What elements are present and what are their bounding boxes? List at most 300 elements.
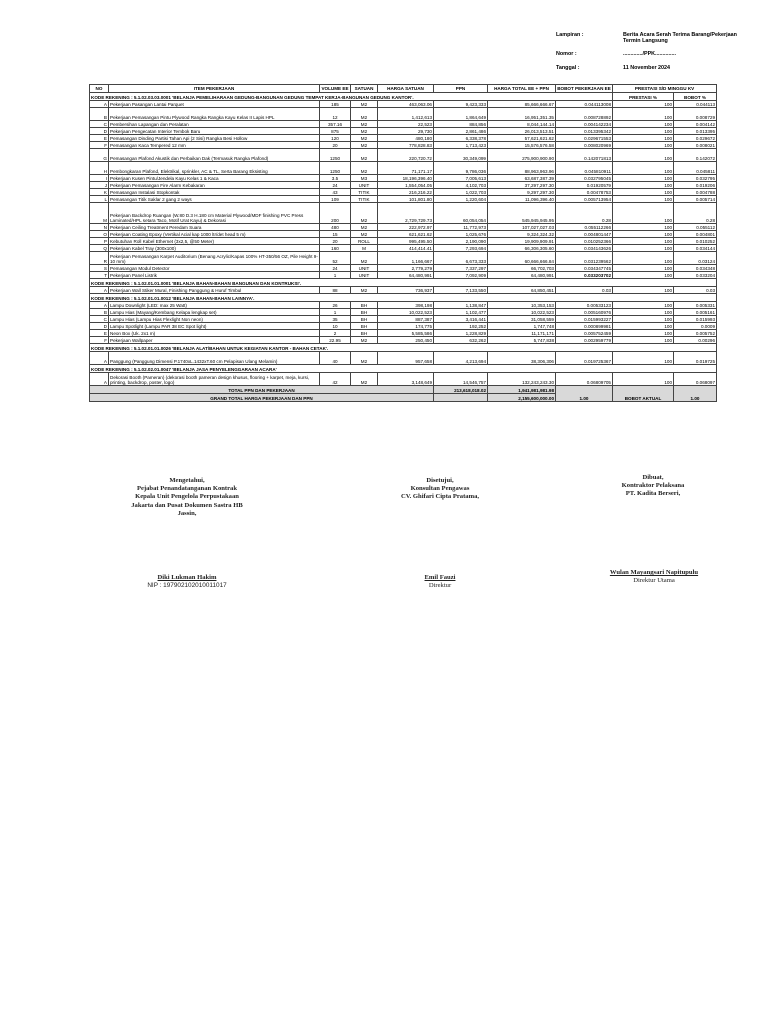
cell-ppn: 2,861,486 [434, 128, 488, 135]
cell-item: Pekerjaan Pengecatan Interior Tembok Baru [109, 128, 320, 135]
table-row [90, 373, 717, 386]
cell-satuan: M2 [351, 108, 378, 121]
cell-bobot-prestasi: 0.032795 [674, 175, 717, 182]
cell-harga-total: 66,306,305.60 [488, 245, 556, 252]
cell-harga-satuan: 621,621.62 [378, 231, 434, 238]
cell-harga-satuan: 736,937 [378, 287, 434, 294]
table-row [90, 203, 717, 224]
cell-volume: 480 [320, 224, 351, 231]
cell-no: C [90, 316, 109, 323]
total-sum: 1,941,981,981.98 [488, 386, 556, 394]
signature-right [578, 474, 728, 499]
total-ppn: 213,618,018.02 [434, 386, 488, 394]
cell-harga-total: 64,480,991 [488, 272, 556, 279]
cell-bobot-prestasi: 0.013395 [674, 128, 717, 135]
cell-harga-total: 57,621,621.62 [488, 135, 556, 142]
cell-bobot-prestasi: 0.015993 [674, 316, 717, 323]
sig-mid-position: Direktur [428, 582, 452, 590]
grand-total-empty [434, 394, 488, 402]
kode-rekening: KODE REKENING : 5.1.02.01.01.0026 'BELANJA ALAT/BAHAN UNTUK KEGIATAN KANTOR - BAHAN CETAK'. [90, 344, 717, 352]
cell-harga-total: 60,666,666.84 [488, 252, 556, 265]
cell-satuan: M3 [351, 175, 378, 182]
sig-left-line5: Jassin, [177, 509, 197, 517]
cell-harga-total: 1,747,748 [488, 323, 556, 330]
cell-bobot: 0.00533123 [556, 302, 613, 309]
cell-prestasi: 100 [613, 265, 674, 272]
cell-no: G [90, 149, 109, 162]
cell-harga-satuan: 2,729,729.73 [378, 203, 434, 224]
cell-prestasi: 100 [613, 245, 674, 252]
cell-bobot: 0.013395342 [556, 128, 613, 135]
cell-bobot-prestasi: 0.045811 [674, 162, 717, 175]
cell-item: Lampu Downlight (LED: max 25 Watt) [109, 302, 320, 309]
table-row [90, 323, 717, 330]
cell-no: T [90, 272, 109, 279]
cell-satuan: M2 [351, 162, 378, 175]
kode-row [90, 294, 717, 302]
table-header-row [90, 85, 717, 93]
table-row [90, 121, 717, 128]
sig-right-position: Direktur Utama [633, 577, 675, 585]
table-row [90, 337, 717, 344]
cell-item: Pekerjaan Pemasangan Pintu Plywood Rangka Rangka Kayu Kelas II Lapis HPL [109, 108, 320, 121]
total-bobot: 1.00 [556, 386, 613, 402]
cell-prestasi: 100 [613, 162, 674, 175]
cell-satuan: BH [351, 302, 378, 309]
cell-bobot-prestasi: 0.019206 [674, 182, 717, 189]
table-row [90, 302, 717, 309]
cell-bobot: 0.031239562 [556, 252, 613, 265]
cell-no: F [90, 337, 109, 344]
cell-prestasi: 100 [613, 101, 674, 108]
cell-ppn: 1,864,649 [434, 108, 488, 121]
cell-bobot: 0.000899981 [556, 323, 613, 330]
meta-lampiran-value2: Termin Langsung [623, 38, 668, 45]
table-row [90, 149, 717, 162]
table-row [90, 252, 717, 265]
cell-item: Pembongkaran Plafond, Elektrikal, sprinkler, AC & TL, Serta Barang Eksisting [109, 162, 320, 175]
cell-harga-satuan: 174,775 [378, 323, 434, 330]
cell-ppn: 3,416,441 [434, 316, 488, 323]
cell-harga-total: 5,747,838 [488, 337, 556, 344]
cell-satuan: M2 [351, 352, 378, 365]
cell-bobot: 0.032795045 [556, 175, 613, 182]
cell-ppn: 9,423,333 [434, 101, 488, 108]
signature-left [112, 477, 262, 518]
document-meta [556, 32, 762, 78]
signature-middle-name-block [365, 574, 515, 590]
cell-bobot-prestasi: 0.28 [674, 203, 717, 224]
cell-item: Pemasangan Plafond Akustik dan Perbaikan Dak (Termasuk Rangka Plafond) [109, 149, 320, 162]
cell-ppn: 7,092,909 [434, 272, 488, 279]
cell-no: R [90, 252, 109, 265]
cell-no: J [90, 182, 109, 189]
cell-volume: 43 [320, 189, 351, 196]
sig-left-line2: Pejabat Penandatanganan Kontrak [136, 485, 238, 493]
cell-harga-satuan: 18,196,396.40 [378, 175, 434, 182]
cell-ppn: 1,228,829 [434, 330, 488, 337]
cell-bobot: 0.033203702 [556, 272, 613, 279]
cell-harga-total: 19,909,909.91 [488, 238, 556, 245]
cell-bobot: 0.005713954 [556, 196, 613, 203]
table-row [90, 189, 717, 196]
table-row [90, 128, 717, 135]
cell-harga-satuan: 957,658 [378, 352, 434, 365]
cell-bobot-prestasi: 0.004142 [674, 121, 717, 128]
meta-nomor-value: ............./PPK.............. [623, 51, 677, 58]
cell-satuan: BH [351, 316, 378, 323]
cell-item: Dekorasi Booth (Pameran) (dekorasi booth pameran design khusus, flooring + karpet, meja, kursi, printing, backdrop, poster, logo) [109, 373, 320, 386]
cell-ppn: 4,213,694 [434, 352, 488, 365]
cell-ppn: 7,005,613 [434, 175, 488, 182]
cell-volume: 20 [320, 142, 351, 149]
cell-volume: 20 [320, 238, 351, 245]
cell-satuan: M2 [351, 224, 378, 231]
cell-bobot-prestasi: 0.068097 [674, 373, 717, 386]
sig-left-name: Diki Lukman Hakim [157, 574, 217, 581]
cell-bobot: 0.008728892 [556, 108, 613, 121]
cell-ppn: 1,713,423 [434, 142, 488, 149]
cell-ppn: 6,673,333 [434, 252, 488, 265]
sig-mid-line1: Disetujui, [426, 477, 454, 484]
cell-volume: 1 [320, 309, 351, 316]
cell-ppn: 1,138,847 [434, 302, 488, 309]
table-row [90, 182, 717, 189]
cell-volume: 1250 [320, 149, 351, 162]
cell-prestasi: 100 [613, 309, 674, 316]
cell-bobot-prestasi: 0.005161 [674, 309, 717, 316]
cell-harga-satuan: 778,828.83 [378, 142, 434, 149]
table-row [90, 135, 717, 142]
sig-right-line2: Kontraktor Pelaksana [621, 482, 685, 490]
col-header-bobot: BOBOT PEKERJAAN EE [557, 85, 611, 91]
cell-satuan: UNIT [351, 182, 378, 189]
sig-mid-line3: CV. Ghifari Cipta Pratama, [400, 493, 480, 501]
cell-item: Pemasangan Dinding Partisi Tahan Api (2 Sisi) Rangka Besi Hollow [109, 135, 320, 142]
cell-volume: 2 [320, 330, 351, 337]
cell-volume: 1250 [320, 162, 351, 175]
cell-volume: 120 [320, 135, 351, 142]
cell-no: S [90, 265, 109, 272]
kode-rekening: KODE REKENING : 5.1.02.03.03.0001 'BELANJA PEMELIHARAAN GEDUNG-BANGUNAN GEDUNG TEMPAT KERJA-BANGUNAN GEDUNG KANTOR'. [90, 93, 613, 101]
cell-harga-total: 8,044,144.14 [488, 121, 556, 128]
cell-bobot-prestasi: 0.03124 [674, 252, 717, 265]
grand-total-label: GRAND TOTAL HARGA PEKERJAAN DAN PPN [90, 394, 434, 402]
kode-row [90, 365, 717, 373]
cell-bobot-prestasi: 0.055112 [674, 224, 717, 231]
cell-harga-total: 63,687,387.39 [488, 175, 556, 182]
cell-item: Pekerjaan Kabel Tray (300x100) [109, 245, 320, 252]
cell-no: B [90, 108, 109, 121]
cell-harga-satuan: 398,198 [378, 302, 434, 309]
cell-harga-satuan: 1,554,054.05 [378, 182, 434, 189]
cell-satuan: M2 [351, 101, 378, 108]
cell-prestasi: 100 [613, 175, 674, 182]
cell-no: F [90, 142, 109, 149]
cell-harga-total: 37,297,297.30 [488, 182, 556, 189]
cell-harga-total: 10,022,523 [488, 309, 556, 316]
cell-ppn: 2,190,090 [434, 238, 488, 245]
meta-tanggal [556, 65, 762, 71]
cell-bobot-prestasi: 0.034144 [674, 245, 717, 252]
cell-volume: 15 [320, 231, 351, 238]
cell-bobot-prestasi: 0.03 [674, 287, 717, 294]
cell-harga-satuan: 22,523 [378, 121, 434, 128]
table-row [90, 162, 717, 175]
cell-harga-satuan: 64,480,991 [378, 272, 434, 279]
cell-harga-total: 31,058,559 [488, 316, 556, 323]
cell-bobot: 0.015993227 [556, 316, 613, 323]
cell-satuan: M2 [351, 337, 378, 344]
sub-header-prestasi: PRESTASI % [613, 93, 674, 101]
cell-no: D [90, 323, 109, 330]
cell-ppn: 632,262 [434, 337, 488, 344]
cell-prestasi: 100 [613, 323, 674, 330]
cell-satuan: M [351, 245, 378, 252]
cell-bobot-prestasi: 0.00296 [674, 337, 717, 344]
sig-right-name: Wulan Mayangsari Napitupulu [609, 569, 699, 576]
table-row [90, 231, 717, 238]
cell-harga-satuan: 414,414.41 [378, 245, 434, 252]
cell-no: I [90, 175, 109, 182]
cell-prestasi: 100 [613, 108, 674, 121]
cell-prestasi: 100 [613, 337, 674, 344]
cell-harga-satuan: 480,180 [378, 135, 434, 142]
meta-nomor [556, 51, 762, 57]
cell-bobot-prestasi: 0.005714 [674, 196, 717, 203]
cell-bobot-prestasi: 0.0009 [674, 323, 717, 330]
cell-harga-total: 9,324,324.32 [488, 231, 556, 238]
cell-harga-total: 132,243,243.30 [488, 373, 556, 386]
cell-satuan: UNIT [351, 272, 378, 279]
cell-item: Panggung (Panggung Dimensi P.1740xL.1432xT.60 cm Pelapisan Ulang Melamin) [109, 352, 320, 365]
cell-prestasi: 100 [613, 231, 674, 238]
cell-harga-total: 9,297,297.30 [488, 189, 556, 196]
cell-satuan: TITIK [351, 196, 378, 203]
cell-prestasi: 100 [613, 224, 674, 231]
cell-bobot: 0.01920579 [556, 182, 613, 189]
cell-satuan: M2 [351, 373, 378, 386]
cell-ppn: 1,102,477 [434, 309, 488, 316]
bobot-aktual-label: BOBOT AKTUAL [613, 386, 674, 402]
cell-satuan: TITIK [351, 189, 378, 196]
cell-volume: 40 [320, 352, 351, 365]
cell-bobot-prestasi: 0.004801 [674, 231, 717, 238]
col-header-harga-satuan: HARGA SATUAN [378, 85, 434, 93]
table-row [90, 224, 717, 231]
cell-bobot: 0.004142234 [556, 121, 613, 128]
cell-harga-total: 11,171,171 [488, 330, 556, 337]
cell-volume: 3.5 [320, 175, 351, 182]
sig-mid-line2: Konsultan Pengawas [410, 485, 470, 493]
cell-satuan: M2 [351, 128, 378, 135]
cell-harga-satuan: 2,779,279 [378, 265, 434, 272]
cell-harga-satuan: 71,171.17 [378, 162, 434, 175]
cell-volume: 52 [320, 252, 351, 265]
cell-bobot-prestasi: 0.004788 [674, 189, 717, 196]
signature-right-name-block [574, 569, 734, 585]
cell-volume: 35 [320, 316, 351, 323]
cell-item: Pembersihan Lapangan dan Peralatan [109, 121, 320, 128]
cell-no: Q [90, 245, 109, 252]
table-row [90, 245, 717, 252]
cell-bobot: 0.019725367 [556, 352, 613, 365]
cell-no: H [90, 162, 109, 175]
kode-rekening: KODE REKENING : 5.1.02.01.01.0012 'BELANJA BAHAN-BAHAN LAINNYA'. [90, 294, 717, 302]
cell-ppn: 11,772,973 [434, 224, 488, 231]
cell-prestasi: 100 [613, 196, 674, 203]
cell-item: Pemasangan Kaca Tempered 12 mm [109, 142, 320, 149]
table-row [90, 272, 717, 279]
sig-left-line1: Mengetahui, [169, 477, 205, 484]
table-row [90, 265, 717, 272]
cell-bobot-prestasi: 0.010252 [674, 238, 717, 245]
cell-harga-total: 275,900,900.90 [488, 149, 556, 162]
table-row [90, 330, 717, 337]
cell-item: Neon Box (Uk. 2x1 m) [109, 330, 320, 337]
cell-volume: 24 [320, 265, 351, 272]
col-header-harga-total: HARGA TOTAL EE + PPN [488, 85, 556, 93]
cell-bobot: 0.004801447 [556, 231, 613, 238]
cell-satuan: M2 [351, 287, 378, 294]
table-row [90, 352, 717, 365]
cell-harga-satuan: 887,387 [378, 316, 434, 323]
cell-ppn: 1,220,604 [434, 196, 488, 203]
cell-harga-satuan: 463,063.06 [378, 101, 434, 108]
cell-item: Pekerjaan Ceiling Treatment Peredam Suara [109, 224, 320, 231]
cell-item: Pemasangan Titik Saklar 2 gang 2 ways [109, 196, 320, 203]
cell-bobot-prestasi: 0.034348 [674, 265, 717, 272]
cell-bobot: 0.002959779 [556, 337, 613, 344]
kode-row [90, 93, 717, 101]
cell-ppn: 60,054,054 [434, 203, 488, 224]
cell-prestasi: 100 [613, 373, 674, 386]
cell-bobot: 0.06809705 [556, 373, 613, 386]
cell-prestasi: 100 [613, 238, 674, 245]
cell-no: K [90, 189, 109, 196]
col-header-volume: VOLUME EE [321, 85, 349, 91]
table-row [90, 142, 717, 149]
cell-bobot: 0.055112266 [556, 224, 613, 231]
cell-volume: 42 [320, 373, 351, 386]
cell-ppn: 7,133,550 [434, 287, 488, 294]
cell-ppn: 1,025,676 [434, 231, 488, 238]
cell-no: A [90, 373, 109, 386]
cell-harga-satuan: 101,801.80 [378, 196, 434, 203]
cell-no: E [90, 330, 109, 337]
meta-nomor-label: Nomor : [556, 51, 577, 58]
cell-bobot-prestasi: 0.029672 [674, 135, 717, 142]
cell-ppn: 7,337,297 [434, 265, 488, 272]
cell-no: D [90, 128, 109, 135]
cell-item: Pekerjaan Backdrop Ruangan (W.80 D.3 H.180 cm Material Plywood/MDF finishing PVC Press Laminated/HPL setara Taco, Motif Urat Kayu) & Dekorasi [109, 203, 320, 224]
cell-ppn: 14,546,757 [434, 373, 488, 386]
cell-satuan: BH [351, 330, 378, 337]
cell-no: M [90, 203, 109, 224]
table-row [90, 101, 717, 108]
cell-ppn: 9,786,036 [434, 162, 488, 175]
cell-ppn: 884,856 [434, 121, 488, 128]
cell-prestasi: 100 [613, 252, 674, 265]
cell-volume: 1 [320, 272, 351, 279]
cell-harga-satuan: 1,166,667 [378, 252, 434, 265]
cell-prestasi: 100 [613, 352, 674, 365]
bobot-aktual-value: 1.00 [674, 386, 717, 402]
table-row [90, 287, 717, 294]
table-body [90, 93, 717, 402]
cell-ppn: 6,338,378 [434, 135, 488, 142]
cell-satuan: M2 [351, 203, 378, 224]
cell-bobot-prestasi: 0.005752 [674, 330, 717, 337]
grand-total-value: 2,155,600,000.00 [488, 394, 556, 402]
meta-lampiran-value: Berita Acara Serah Terima Barang/Pekerjaan [623, 32, 737, 38]
cell-harga-satuan: 250,450 [378, 337, 434, 344]
rab-table [89, 84, 717, 402]
cell-item: Pemasangan Instalasi Stopkontak [109, 189, 320, 196]
cell-item: Pekerjaan Pemasangan Karpet Auditorium (Benang Acrylic/Kapas 100% HT-350/56 OZ, Pile Height 9-10 mm) [109, 252, 320, 265]
cell-bobot: 0.010252366 [556, 238, 613, 245]
cell-item: Pekerjaan Kusen Pintu/Jendela Kayu Kelas 1 & Kaca [109, 175, 320, 182]
cell-volume: 26 [320, 302, 351, 309]
cell-bobot-prestasi: 0.008729 [674, 108, 717, 121]
cell-harga-total: 15,576,576.58 [488, 142, 556, 149]
table-row [90, 309, 717, 316]
cell-item: Pekerjaan Pemasangan Fire Alarm Kebakaran [109, 182, 320, 189]
cell-satuan: M2 [351, 149, 378, 162]
cell-no: A [90, 302, 109, 309]
cell-ppn: 4,102,703 [434, 182, 488, 189]
cell-no: C [90, 121, 109, 128]
sig-mid-name: Emil Fauzi [424, 574, 456, 581]
cell-ppn: 7,293,694 [434, 245, 488, 252]
cell-harga-total: 16,951,351.35 [488, 108, 556, 121]
cell-bobot-prestasi: 0.142072 [674, 149, 717, 162]
cell-satuan: ROLL [351, 238, 378, 245]
cell-volume: 200 [320, 203, 351, 224]
cell-bobot: 0.142071813 [556, 149, 613, 162]
cell-bobot: 0.005752459 [556, 330, 613, 337]
cell-harga-total: 11,096,396.40 [488, 196, 556, 203]
cell-bobot: 0.28 [556, 203, 613, 224]
cell-volume: 22.95 [320, 337, 351, 344]
cell-volume: 875 [320, 128, 351, 135]
cell-prestasi: 100 [613, 272, 674, 279]
cell-item: Pemasangan Modul Detector [109, 265, 320, 272]
cell-satuan: BH [351, 323, 378, 330]
cell-bobot: 0.029671553 [556, 135, 613, 142]
sig-right-line3: PT. Kadita Berseri, [625, 490, 681, 498]
cell-harga-total: 64,850,451 [488, 287, 556, 294]
cell-no: L [90, 196, 109, 203]
cell-harga-total: 107,027,027.03 [488, 224, 556, 231]
cell-bobot-prestasi: 0.044113 [674, 101, 717, 108]
kode-rekening: KODE REKENING : 5.1.02.02.01.0047 'BELANJA JASA PENYELENGGARAAN ACARA' [90, 365, 717, 373]
cell-harga-total: 26,013,513.51 [488, 128, 556, 135]
cell-item: Pekerjaan Wall Stiker Mural, Finishing Panggung & Huruf Timbul [109, 287, 320, 294]
cell-prestasi: 100 [613, 287, 674, 294]
cell-ppn: 30,349,099 [434, 149, 488, 162]
cell-harga-satuan: 216,216.22 [378, 189, 434, 196]
cell-no: O [90, 231, 109, 238]
cell-ppn: 192,252 [434, 323, 488, 330]
cell-bobot: 0.045810911 [556, 162, 613, 175]
cell-volume: 10 [320, 323, 351, 330]
kode-rekening: KODE REKENING : 5.1.02.01.01.0001 'BELANJA BAHAN-BAHAN BANGUNAN DAN KONTRUKSI'. [90, 279, 717, 287]
cell-prestasi: 100 [613, 189, 674, 196]
table-row [90, 196, 717, 203]
cell-prestasi: 100 [613, 182, 674, 189]
meta-lampiran-label: Lampiran : [556, 32, 584, 38]
